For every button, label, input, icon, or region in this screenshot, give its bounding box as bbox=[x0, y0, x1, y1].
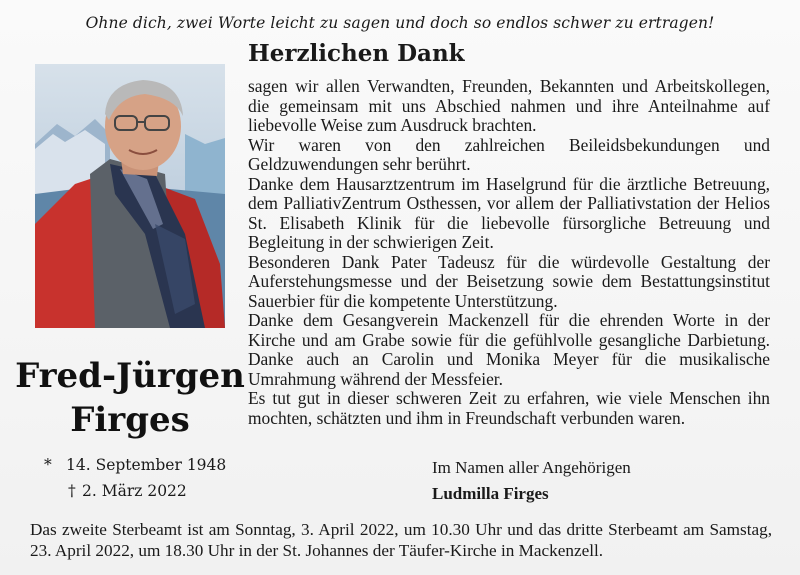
mass-announcement: Das zweite Sterbeamt ist am Sonntag, 3. April 2022, um 10.30 Uhr und das dritte Sterbeamt am Samstag, 23. April 2022, um 18.30 Uhr in der St. Johannes der Täufer-Kirche in Mackenzell. bbox=[30, 520, 772, 560]
death-date-line bbox=[68, 480, 268, 502]
deceased-first-name: Fred-Jürgen bbox=[15, 356, 245, 396]
birth-date-line bbox=[44, 454, 244, 476]
birth-date: 14. September 1948 bbox=[66, 456, 227, 474]
portrait-photo bbox=[35, 64, 225, 328]
thanks-paragraph: Danke dem Hausarztzentrum im Haselgrund für die ärztliche Betreuung, dem PalliativZentrum Osthessen, vor allem der Palliativstation der Helios St. Elisabeth Klinik für die liebevolle fürsorgliche Betreuung und Begleitung in der schwierigen Zeit. bbox=[248, 173, 770, 252]
signature-block bbox=[432, 455, 631, 507]
thanks-body bbox=[248, 77, 770, 428]
deceased-last-name: Firges bbox=[70, 400, 190, 440]
thanks-heading: Herzlichen Dank bbox=[248, 40, 465, 67]
death-cross-icon: † bbox=[68, 482, 76, 500]
thanks-paragraph: Danke dem Gesangverein Mackenzell für die ehrenden Worte in der Kirche und am Grabe sowie für die gefühlvolle gesangliche Darbietung. Danke auch an Carolin und Monika Meyer für die musikalische Umrahmung während der Messfeier. bbox=[248, 310, 770, 389]
thanks-paragraph: Wir waren von den zahlreichen Beileidsbekundungen und Geldzuwendungen sehr berührt. bbox=[248, 134, 770, 174]
signer-name: Ludmilla Firges bbox=[432, 484, 549, 503]
thanks-paragraph: Besonderen Dank Pater Tadeusz für die würdevolle Gestaltung der Auferstehungsmesse und der Beisetzung sowie dem Bestattungsinstitut Sauerbier für die kompetente Unterstützung. bbox=[248, 251, 770, 311]
death-date: 2. März 2022 bbox=[82, 482, 187, 500]
motto-line: Ohne dich, zwei Worte leicht zu sagen und doch so endlos schwer zu ertragen! bbox=[85, 14, 715, 32]
signature-line: Im Namen aller Angehörigen bbox=[432, 458, 631, 477]
thanks-paragraph: Es tut gut in dieser schweren Zeit zu erfahren, wie viele Menschen ihn mochten, schätzten und ihm in Freundschaft verbunden waren. bbox=[248, 388, 770, 428]
birth-star-icon: * bbox=[44, 456, 52, 474]
thanks-paragraph: sagen wir allen Verwandten, Freunden, Bekannten und Arbeitskollegen, die gemeinsam mit uns Abschied nahmen und ihre Anteilnahme auf liebevolle Weise zum Ausdruck brachten. bbox=[248, 76, 770, 135]
